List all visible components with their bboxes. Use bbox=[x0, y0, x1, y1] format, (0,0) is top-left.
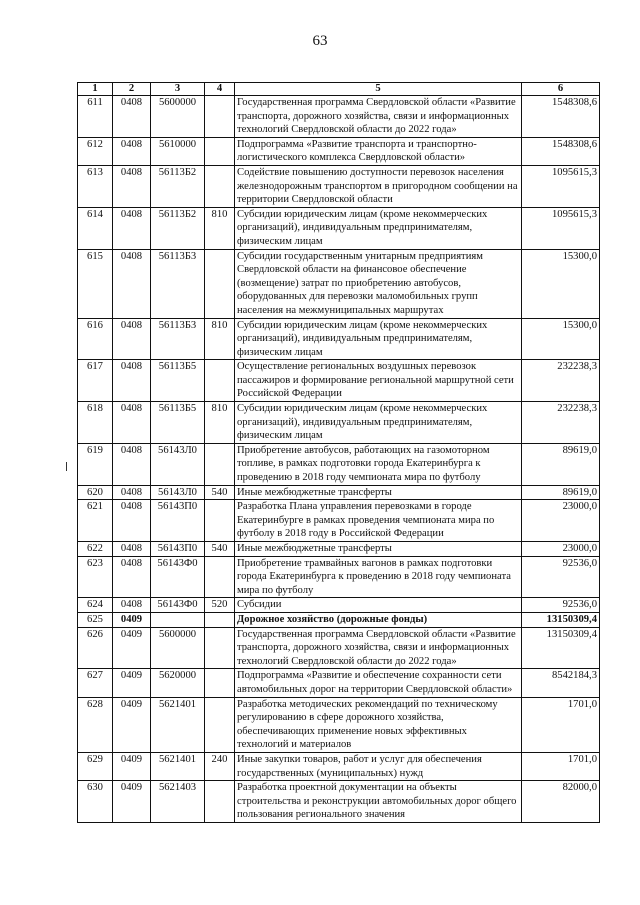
section-code: 0408 bbox=[113, 96, 151, 138]
expense-type-code bbox=[205, 612, 235, 627]
table-row bbox=[78, 556, 600, 598]
section-code: 0409 bbox=[113, 697, 151, 752]
table-row bbox=[78, 165, 600, 207]
expense-type-code bbox=[205, 627, 235, 669]
item-name: Дорожное хозяйство (дорожные фонды) bbox=[235, 612, 522, 627]
section-code: 0408 bbox=[113, 249, 151, 318]
amount: 13150309,4 bbox=[522, 627, 600, 669]
amount: 89619,0 bbox=[522, 443, 600, 485]
item-name: Субсидии юридическим лицам (кроме некоммерческих организаций), индивидуальным предпринимателям, физическим лицам bbox=[235, 402, 522, 444]
table-row bbox=[78, 485, 600, 500]
target-article-code: 56143Ф0 bbox=[151, 598, 205, 613]
expense-type-code bbox=[205, 500, 235, 542]
row-number: 627 bbox=[78, 669, 113, 697]
item-name: Субсидии bbox=[235, 598, 522, 613]
row-number: 628 bbox=[78, 697, 113, 752]
section-code: 0409 bbox=[113, 612, 151, 627]
expense-type-code: 540 bbox=[205, 542, 235, 557]
section-code: 0409 bbox=[113, 781, 151, 823]
item-name: Разработка Плана управления перевозками в городе Екатеринбурге в рамках проведения чемпионата мира по футболу в 2018 году в Российской Федерации bbox=[235, 500, 522, 542]
amount: 23000,0 bbox=[522, 500, 600, 542]
item-name: Осуществление региональных воздушных перевозок пассажиров и формирование региональной маршрутной сети Российской Федерации bbox=[235, 360, 522, 402]
section-code: 0409 bbox=[113, 627, 151, 669]
table-row bbox=[78, 249, 600, 318]
item-name: Субсидии государственным унитарным предприятиям Свердловской области на финансовое обеспечение (возмещение) затрат по приобретению автобусов, оборудованных для перевозки маломобильных групп населения на межмуниципальных маршрутах bbox=[235, 249, 522, 318]
amount: 23000,0 bbox=[522, 542, 600, 557]
item-name: Приобретение автобусов, работающих на газомоторном топливе, в рамках подготовки города Екатеринбурга к проведению в 2018 году чемпионата мира по футболу bbox=[235, 443, 522, 485]
table-row bbox=[78, 402, 600, 444]
item-name: Разработка проектной документации на объекты строительства и реконструкции автомобильных дорог общего пользования регионального значения bbox=[235, 781, 522, 823]
section-code: 0408 bbox=[113, 500, 151, 542]
item-name: Иные закупки товаров, работ и услуг для обеспечения государственных (муниципальных) нужд bbox=[235, 752, 522, 780]
expense-type-code bbox=[205, 96, 235, 138]
expense-type-code bbox=[205, 137, 235, 165]
amount: 232238,3 bbox=[522, 360, 600, 402]
target-article-code: 5600000 bbox=[151, 96, 205, 138]
amount: 1701,0 bbox=[522, 752, 600, 780]
amount: 8542184,3 bbox=[522, 669, 600, 697]
expense-type-code bbox=[205, 249, 235, 318]
expense-type-code: 810 bbox=[205, 207, 235, 249]
item-name: Приобретение трамвайных вагонов в рамках подготовки города Екатеринбурга к проведению в 2018 году чемпионата мира по футболу bbox=[235, 556, 522, 598]
target-article-code: 5621401 bbox=[151, 752, 205, 780]
table-row bbox=[78, 612, 600, 627]
expense-type-code: 520 bbox=[205, 598, 235, 613]
amount: 1095615,3 bbox=[522, 207, 600, 249]
row-number: 624 bbox=[78, 598, 113, 613]
table-row bbox=[78, 443, 600, 485]
row-number: 619 bbox=[78, 443, 113, 485]
section-code: 0408 bbox=[113, 443, 151, 485]
section-code: 0408 bbox=[113, 556, 151, 598]
table-row bbox=[78, 500, 600, 542]
amount: 82000,0 bbox=[522, 781, 600, 823]
section-code: 0408 bbox=[113, 318, 151, 360]
table-row bbox=[78, 669, 600, 697]
table-row bbox=[78, 598, 600, 613]
table-row bbox=[78, 542, 600, 557]
item-name: Подпрограмма «Развитие транспорта и транспортно-логистического комплекса Свердловской области» bbox=[235, 137, 522, 165]
header-col-4: 4 bbox=[205, 83, 235, 96]
section-code: 0408 bbox=[113, 137, 151, 165]
row-number: 612 bbox=[78, 137, 113, 165]
section-code: 0408 bbox=[113, 598, 151, 613]
row-number: 625 bbox=[78, 612, 113, 627]
table-row bbox=[78, 96, 600, 138]
amount: 1548308,6 bbox=[522, 137, 600, 165]
expense-type-code bbox=[205, 165, 235, 207]
item-name: Разработка методических рекомендаций по техническому регулированию в сфере дорожного хозяйства, обеспечивающих применение новых эффективных технологий и материалов bbox=[235, 697, 522, 752]
expense-type-code: 810 bbox=[205, 402, 235, 444]
table-row bbox=[78, 207, 600, 249]
table-row bbox=[78, 781, 600, 823]
table-row bbox=[78, 318, 600, 360]
section-code: 0408 bbox=[113, 360, 151, 402]
table-row bbox=[78, 752, 600, 780]
margin-mark bbox=[66, 462, 67, 471]
row-number: 613 bbox=[78, 165, 113, 207]
item-name: Субсидии юридическим лицам (кроме некоммерческих организаций), индивидуальным предпринимателям, физическим лицам bbox=[235, 207, 522, 249]
item-name: Иные межбюджетные трансферты bbox=[235, 485, 522, 500]
target-article-code: 5621403 bbox=[151, 781, 205, 823]
target-article-code: 56113Б2 bbox=[151, 207, 205, 249]
row-number: 621 bbox=[78, 500, 113, 542]
expense-type-code bbox=[205, 669, 235, 697]
amount: 89619,0 bbox=[522, 485, 600, 500]
section-code: 0409 bbox=[113, 752, 151, 780]
section-code: 0409 bbox=[113, 669, 151, 697]
section-code: 0408 bbox=[113, 165, 151, 207]
row-number: 629 bbox=[78, 752, 113, 780]
target-article-code bbox=[151, 612, 205, 627]
row-number: 622 bbox=[78, 542, 113, 557]
row-number: 620 bbox=[78, 485, 113, 500]
amount: 232238,3 bbox=[522, 402, 600, 444]
amount: 1548308,6 bbox=[522, 96, 600, 138]
target-article-code: 56143Л0 bbox=[151, 443, 205, 485]
header-col-5: 5 bbox=[235, 83, 522, 96]
row-number: 616 bbox=[78, 318, 113, 360]
target-article-code: 56113Б5 bbox=[151, 402, 205, 444]
table-row bbox=[78, 627, 600, 669]
amount: 92536,0 bbox=[522, 598, 600, 613]
expense-type-code bbox=[205, 556, 235, 598]
amount: 15300,0 bbox=[522, 318, 600, 360]
target-article-code: 56113Б3 bbox=[151, 249, 205, 318]
row-number: 614 bbox=[78, 207, 113, 249]
item-name: Государственная программа Свердловской области «Развитие транспорта, дорожного хозяйства, связи и информационных технологий Свердловской области до 2022 года» bbox=[235, 96, 522, 138]
target-article-code: 56143П0 bbox=[151, 542, 205, 557]
table-row bbox=[78, 697, 600, 752]
amount: 1095615,3 bbox=[522, 165, 600, 207]
page-number: 63 bbox=[312, 33, 328, 49]
row-number: 611 bbox=[78, 96, 113, 138]
target-article-code: 56143Ф0 bbox=[151, 556, 205, 598]
expense-type-code: 540 bbox=[205, 485, 235, 500]
row-number: 618 bbox=[78, 402, 113, 444]
section-code: 0408 bbox=[113, 402, 151, 444]
item-name: Содействие повышению доступности перевозок населения железнодорожным транспортом в пригородном сообщении на территории Свердловской области bbox=[235, 165, 522, 207]
header-row bbox=[78, 83, 600, 96]
section-code: 0408 bbox=[113, 485, 151, 500]
expense-type-code bbox=[205, 443, 235, 485]
table-row bbox=[78, 360, 600, 402]
item-name: Подпрограмма «Развитие и обеспечение сохранности сети автомобильных дорог на территории Свердловской области» bbox=[235, 669, 522, 697]
header-col-1: 1 bbox=[78, 83, 113, 96]
target-article-code: 56113Б2 bbox=[151, 165, 205, 207]
row-number: 623 bbox=[78, 556, 113, 598]
row-number: 630 bbox=[78, 781, 113, 823]
header-col-6: 6 bbox=[522, 83, 600, 96]
section-code: 0408 bbox=[113, 542, 151, 557]
expense-type-code: 810 bbox=[205, 318, 235, 360]
row-number: 615 bbox=[78, 249, 113, 318]
table-row bbox=[78, 137, 600, 165]
target-article-code: 56143П0 bbox=[151, 500, 205, 542]
target-article-code: 56143Л0 bbox=[151, 485, 205, 500]
target-article-code: 56113Б5 bbox=[151, 360, 205, 402]
target-article-code: 56113Б3 bbox=[151, 318, 205, 360]
expense-type-code bbox=[205, 781, 235, 823]
section-code: 0408 bbox=[113, 207, 151, 249]
item-name: Государственная программа Свердловской области «Развитие транспорта, дорожного хозяйства, связи и информационных технологий Свердловской области до 2022 года» bbox=[235, 627, 522, 669]
row-number: 617 bbox=[78, 360, 113, 402]
expense-type-code bbox=[205, 360, 235, 402]
row-number: 626 bbox=[78, 627, 113, 669]
expense-type-code: 240 bbox=[205, 752, 235, 780]
item-name: Субсидии юридическим лицам (кроме некоммерческих организаций), индивидуальным предпринимателям, физическим лицам bbox=[235, 318, 522, 360]
target-article-code: 5610000 bbox=[151, 137, 205, 165]
target-article-code: 5621401 bbox=[151, 697, 205, 752]
header-col-3: 3 bbox=[151, 83, 205, 96]
amount: 1701,0 bbox=[522, 697, 600, 752]
header-col-2: 2 bbox=[113, 83, 151, 96]
amount: 13150309,4 bbox=[522, 612, 600, 627]
target-article-code: 5620000 bbox=[151, 669, 205, 697]
target-article-code: 5600000 bbox=[151, 627, 205, 669]
amount: 15300,0 bbox=[522, 249, 600, 318]
budget-table bbox=[77, 82, 600, 823]
item-name: Иные межбюджетные трансферты bbox=[235, 542, 522, 557]
amount: 92536,0 bbox=[522, 556, 600, 598]
expense-type-code bbox=[205, 697, 235, 752]
